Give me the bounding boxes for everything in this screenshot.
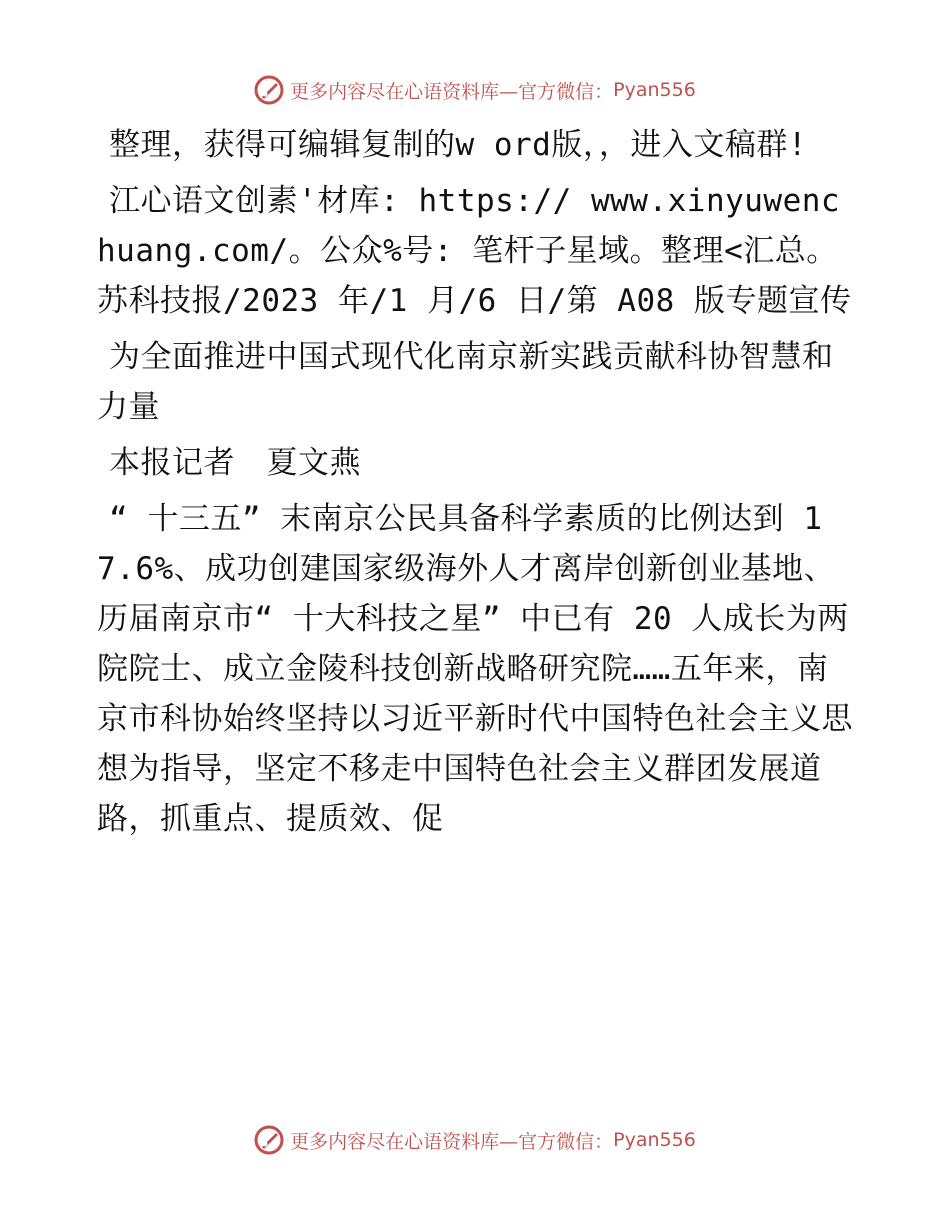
document-body <box>97 120 857 856</box>
article-byline: 本报记者 夏文燕 <box>109 445 361 481</box>
footer-banner <box>0 1120 950 1160</box>
paragraph-intro: 整理，获得可编辑复制的w ord版，，进入文稿群! <box>109 127 807 163</box>
banner-text: 更多内容尽在心语资料库—官方微信： <box>290 80 614 103</box>
wechat-id: Pyan556 <box>613 1129 696 1151</box>
paragraph-body: “ 十三五” 末南京公民具备科学素质的比例达到 17.6%、成功创建国家级海外人才离岸创新创业基地、历届南京市“ 十大科技之星” 中已有 20 人成长为两院院士、成立金陵科技创新战略研究院……五年来，南京市科协始终坚持以习近平新时代中国特色社会主义思想为指导，坚定不移走中国特色社会主义群团发展道路，抓重点、提质效、促 <box>97 501 853 837</box>
banner-text: 更多内容尽在心语资料库—官方微信： <box>290 1130 614 1153</box>
quill-seal-icon <box>254 75 284 105</box>
paragraph-source: 江心语文创素'材库: https:// www.xinyuwenchuang.com/。公众%号: 笔杆子星域。整理<汇总。苏科技报/2023 年/1 月/6 日/第 A08 版专题宣传 <box>97 183 852 319</box>
header-banner <box>0 70 950 110</box>
article-title: 为全面推进中国式现代化南京新实践贡献科协智慧和力量 <box>97 339 834 425</box>
wechat-id: Pyan556 <box>613 79 696 101</box>
quill-seal-icon <box>254 1125 284 1155</box>
